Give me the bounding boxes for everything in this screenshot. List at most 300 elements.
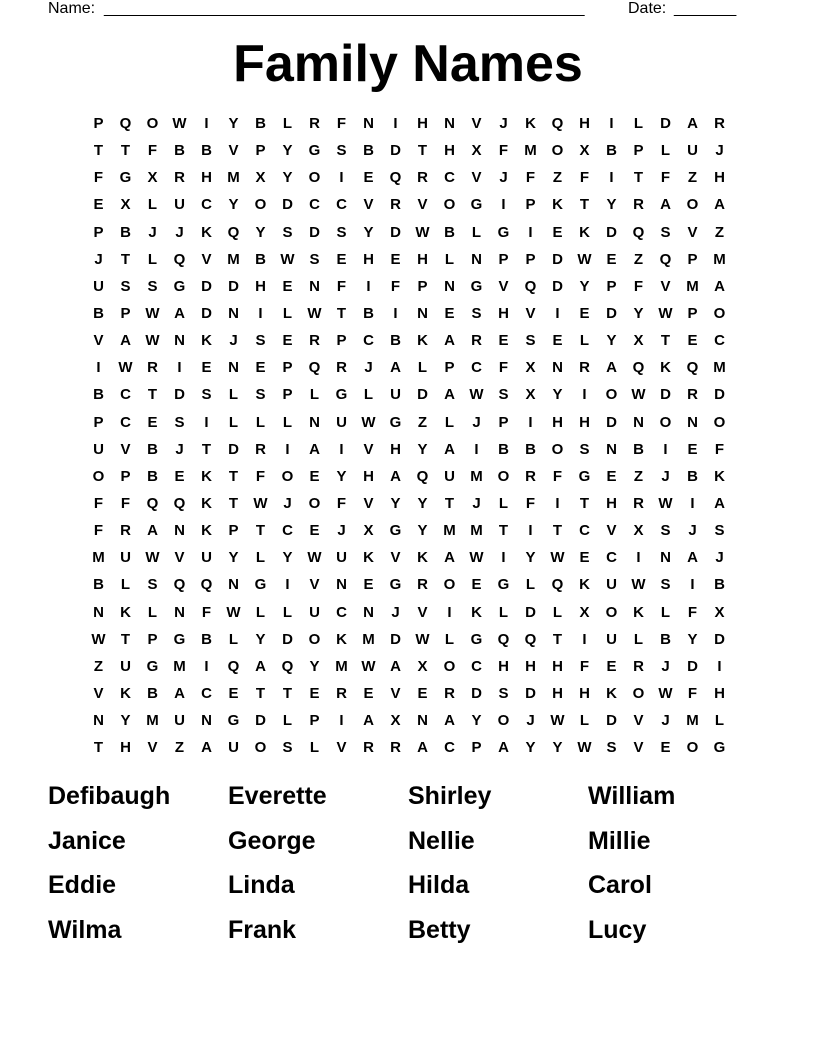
grid-letter: R (471, 332, 482, 350)
grid-letter: H (417, 250, 428, 268)
grid-letter: P (525, 250, 536, 268)
grid-letter: K (525, 115, 536, 133)
grid-letter: I (528, 413, 533, 431)
grid-letter: U (390, 386, 401, 404)
grid-letter: Y (417, 522, 428, 540)
grid-letter: I (393, 115, 398, 133)
grid-letter: X (390, 712, 401, 730)
grid-letter: N (606, 440, 617, 458)
grid-letter: L (525, 576, 536, 594)
grid-letter: M (524, 142, 537, 160)
grid-letter: P (93, 115, 104, 133)
grid-letter: B (714, 576, 725, 594)
grid-letter: K (201, 495, 212, 513)
grid-letter: N (363, 115, 374, 133)
grid-letter: I (717, 657, 722, 675)
grid-letter: H (552, 413, 563, 431)
grid-letter: J (175, 223, 184, 241)
grid-letter: W (658, 305, 673, 323)
grid-letter: A (417, 739, 428, 757)
grid-letter: L (633, 115, 644, 133)
grid-letter: E (282, 277, 293, 295)
grid-letter: F (687, 603, 698, 621)
grid-letter: Y (552, 386, 563, 404)
grid-letter: O (254, 196, 267, 214)
grid-letter: K (714, 467, 725, 485)
grid-letter: K (606, 685, 617, 703)
grid-letter: W (280, 250, 295, 268)
grid-letter: F (93, 522, 104, 540)
grid-letter: L (363, 386, 374, 404)
grid-letter: C (606, 549, 617, 567)
grid-letter: E (363, 576, 374, 594)
grid-letter: A (444, 712, 455, 730)
grid-letter: A (687, 115, 698, 133)
grid-letter: O (443, 576, 456, 594)
grid-letter: B (498, 440, 509, 458)
grid-letter: Q (632, 359, 645, 377)
grid-letter: E (471, 576, 482, 594)
grid-letter: S (174, 413, 185, 431)
grid-letter: B (201, 630, 212, 648)
grid-letter: N (228, 305, 239, 323)
grid-letter: W (226, 603, 241, 621)
grid-letter: U (174, 196, 185, 214)
grid-letter: L (147, 196, 158, 214)
grid-letter: B (660, 630, 671, 648)
grid-letter: J (391, 603, 400, 621)
grid-letter: H (120, 739, 131, 757)
grid-letter: U (174, 712, 185, 730)
grid-letter: A (498, 739, 509, 757)
grid-letter: W (415, 630, 430, 648)
grid-letter: M (443, 522, 456, 540)
grid-letter: Y (282, 142, 293, 160)
grid-letter: Q (173, 576, 186, 594)
grid-letter: S (660, 223, 671, 241)
grid-letter: I (663, 440, 668, 458)
grid-letter: E (606, 657, 617, 675)
grid-letter: Y (336, 467, 347, 485)
grid-letter: V (525, 305, 536, 323)
grid-letter: W (415, 223, 430, 241)
grid-letter: D (471, 685, 482, 703)
grid-letter: T (228, 495, 239, 513)
grid-letter: W (658, 685, 673, 703)
name-blank-line[interactable]: ______________________________________________________ (104, 0, 585, 17)
grid-letter: P (309, 712, 320, 730)
grid-letter: W (145, 332, 160, 350)
grid-letter: W (658, 495, 673, 513)
grid-letter: G (497, 223, 510, 241)
grid-letter: L (579, 332, 590, 350)
grid-letter: R (309, 332, 320, 350)
grid-letter: C (336, 196, 347, 214)
grid-letter: B (147, 685, 158, 703)
grid-letter: N (363, 603, 374, 621)
grid-letter: J (94, 250, 103, 268)
page-title: Family Names (233, 35, 583, 93)
grid-letter: W (91, 630, 106, 648)
grid-letter: D (390, 630, 401, 648)
grid-letter: E (687, 440, 698, 458)
grid-letter: E (417, 685, 428, 703)
grid-letter: R (390, 739, 401, 757)
header (48, 0, 748, 18)
grid-letter: E (174, 467, 185, 485)
grid-letter: A (390, 467, 401, 485)
grid-letter: I (447, 603, 452, 621)
grid-letter: Y (579, 277, 590, 295)
grid-letter: I (258, 305, 263, 323)
grid-letter: G (173, 630, 186, 648)
grid-letter: I (204, 657, 209, 675)
grid-letter: P (93, 223, 104, 241)
grid-letter: T (552, 522, 563, 540)
grid-letter: G (578, 467, 591, 485)
grid-letter: C (282, 522, 293, 540)
grid-letter: E (660, 739, 671, 757)
grid-letter: V (471, 115, 482, 133)
grid-letter: G (146, 657, 159, 675)
grid-letter: Z (687, 169, 698, 187)
grid-letter: G (308, 142, 321, 160)
grid-letter: H (552, 685, 563, 703)
grid-letter: A (201, 739, 212, 757)
grid-letter: D (174, 386, 185, 404)
grid-letter: R (633, 657, 644, 675)
grid-letter: L (444, 413, 455, 431)
grid-letter: Q (416, 467, 429, 485)
grid-letter: K (579, 576, 590, 594)
grid-letter: Q (200, 576, 213, 594)
grid-letter: T (201, 440, 212, 458)
grid-letter: D (525, 685, 536, 703)
grid-letter: G (227, 712, 240, 730)
grid-letter: A (687, 549, 698, 567)
grid-letter: T (633, 169, 644, 187)
grid-letter: I (204, 115, 209, 133)
grid-letter: L (228, 630, 239, 648)
grid-letter: L (552, 603, 563, 621)
grid-letter: H (552, 657, 563, 675)
grid-letter: N (93, 712, 104, 730)
grid-letter: H (714, 685, 725, 703)
grid-letter: M (713, 359, 726, 377)
word-list-item: Lucy (588, 915, 647, 944)
grid-letter: L (147, 603, 158, 621)
grid-letter: L (444, 250, 455, 268)
grid-letter: A (444, 386, 455, 404)
grid-letter: N (174, 332, 185, 350)
grid-letter: H (579, 115, 590, 133)
grid-letter: D (660, 386, 671, 404)
grid-letter: E (93, 196, 104, 214)
grid-letter: R (687, 386, 698, 404)
grid-letter: O (443, 196, 456, 214)
grid-letter: F (390, 277, 401, 295)
grid-letter: B (687, 467, 698, 485)
grid-letter: O (497, 467, 510, 485)
grid-letter: E (579, 305, 590, 323)
grid-letter: Q (227, 223, 240, 241)
grid-letter: L (660, 142, 671, 160)
grid-letter: Q (524, 630, 537, 648)
grid-letter: Q (173, 250, 186, 268)
grid-letter: H (444, 142, 455, 160)
grid-letter: G (254, 576, 267, 594)
grid-letter: V (336, 739, 347, 757)
grid-letter: O (497, 712, 510, 730)
grid-letter: L (498, 495, 509, 513)
grid-letter: A (714, 277, 725, 295)
grid-letter: N (687, 413, 698, 431)
grid-letter: B (174, 142, 185, 160)
grid-letter: C (201, 685, 212, 703)
grid-letter: F (525, 495, 536, 513)
grid-letter: R (390, 196, 401, 214)
grid-letter: R (633, 495, 644, 513)
grid-letter: F (255, 467, 266, 485)
grid-letter: U (93, 277, 104, 295)
grid-letter: Y (525, 549, 536, 567)
word-list-item: Hilda (408, 871, 470, 899)
grid-letter: F (336, 277, 347, 295)
grid-letter: D (201, 305, 212, 323)
grid-letter: V (390, 549, 401, 567)
grid-letter: A (444, 440, 455, 458)
grid-letter: Y (309, 657, 320, 675)
grid-letter: X (525, 359, 536, 377)
grid-letter: B (93, 305, 104, 323)
grid-letter: P (633, 142, 644, 160)
grid-letter: O (308, 169, 321, 187)
grid-letter: E (309, 467, 320, 485)
grid-letter: V (120, 440, 131, 458)
name-label: Name: (48, 0, 96, 17)
grid-letter: K (201, 522, 212, 540)
grid-letter: W (550, 549, 565, 567)
date-blank-line[interactable]: _______ (674, 0, 737, 17)
grid-letter: Y (255, 630, 266, 648)
grid-letter: L (579, 712, 590, 730)
grid-letter: C (363, 332, 374, 350)
grid-letter: W (145, 305, 160, 323)
grid-letter: O (551, 142, 564, 160)
grid-letter: Q (524, 277, 537, 295)
grid-letter: M (686, 277, 699, 295)
grid-letter: K (417, 549, 428, 567)
grid-letter: A (606, 359, 617, 377)
grid-letter: V (687, 223, 698, 241)
grid-letter: P (282, 359, 293, 377)
grid-letter: B (255, 250, 266, 268)
grid-letter: B (120, 223, 131, 241)
grid-letter: B (255, 115, 266, 133)
grid-letter: I (285, 440, 290, 458)
grid-letter: J (661, 712, 670, 730)
grid-letter: L (660, 603, 671, 621)
grid-letter: F (120, 495, 131, 513)
word-list-item: Carol (588, 871, 652, 899)
grid-letter: L (120, 576, 131, 594)
grid-letter: Q (686, 359, 699, 377)
grid-letter: C (579, 522, 590, 540)
grid-letter: G (470, 630, 483, 648)
grid-letter: Q (173, 495, 186, 513)
grid-letter: G (389, 413, 402, 431)
grid-letter: P (687, 250, 698, 268)
grid-letter: W (631, 576, 646, 594)
grid-letter: U (201, 549, 212, 567)
grid-letter: B (93, 386, 104, 404)
grid-letter: S (579, 440, 590, 458)
grid-letter: Z (174, 739, 185, 757)
grid-letter: O (713, 305, 726, 323)
grid-letter: C (471, 359, 482, 377)
grid-letter: T (579, 196, 590, 214)
grid-letter: N (228, 359, 239, 377)
grid-letter: N (309, 277, 320, 295)
grid-letter: N (174, 603, 185, 621)
grid-letter: N (444, 115, 455, 133)
grid-letter: Y (363, 223, 374, 241)
grid-letter: T (147, 386, 158, 404)
grid-letter: I (528, 522, 533, 540)
grid-letter: K (417, 332, 428, 350)
grid-letter: A (444, 332, 455, 350)
grid-letter: R (336, 359, 347, 377)
grid-letter: D (606, 712, 617, 730)
grid-letter: V (660, 277, 671, 295)
grid-letter: P (120, 467, 131, 485)
grid-letter: L (498, 603, 509, 621)
grid-letter: T (444, 495, 455, 513)
grid-letter: L (417, 359, 428, 377)
grid-letter: H (417, 115, 428, 133)
grid-letter: V (417, 196, 428, 214)
word-list-item: William (588, 782, 676, 810)
word-list-item: Eddie (48, 871, 117, 899)
grid-letter: O (686, 196, 699, 214)
grid-letter: S (147, 576, 158, 594)
grid-letter: Y (228, 115, 239, 133)
grid-letter: K (336, 630, 347, 648)
grid-letter: I (690, 495, 695, 513)
grid-letter: R (309, 115, 320, 133)
grid-letter: H (363, 467, 374, 485)
grid-letter: N (93, 603, 104, 621)
grid-letter: I (339, 712, 344, 730)
grid-letter: C (336, 603, 347, 621)
grid-letter: A (174, 685, 185, 703)
grid-letter: A (444, 549, 455, 567)
grid-letter: W (469, 549, 484, 567)
grid-letter: P (93, 413, 104, 431)
grid-letter: N (417, 712, 428, 730)
grid-letter: B (363, 142, 374, 160)
grid-letter: F (714, 440, 725, 458)
grid-letter: G (470, 277, 483, 295)
grid-letter: S (336, 142, 347, 160)
grid-letter: E (444, 305, 455, 323)
grid-letter: B (93, 576, 104, 594)
grid-letter: P (687, 305, 698, 323)
grid-letter: E (498, 332, 509, 350)
grid-letter: D (606, 413, 617, 431)
grid-letter: D (255, 712, 266, 730)
grid-letter: U (336, 549, 347, 567)
grid-letter: J (229, 332, 238, 350)
grid-letter: T (417, 142, 428, 160)
grid-letter: I (501, 549, 506, 567)
grid-letter: M (92, 549, 105, 567)
grid-letter: G (389, 522, 402, 540)
grid-letter: D (228, 440, 239, 458)
word-list-item: Frank (228, 915, 297, 944)
grid-letter: Y (606, 196, 617, 214)
grid-letter: R (417, 169, 428, 187)
grid-letter: E (282, 332, 293, 350)
grid-letter: B (147, 440, 158, 458)
grid-letter: N (633, 413, 644, 431)
grid-letter: X (633, 522, 644, 540)
grid-letter: S (471, 305, 482, 323)
grid-letter: H (606, 495, 617, 513)
grid-letter: F (579, 169, 590, 187)
grid-letter: O (605, 603, 618, 621)
grid-letter: W (631, 386, 646, 404)
grid-letter: I (204, 413, 209, 431)
word-list-item: Defibaugh (48, 782, 171, 810)
grid-letter: M (470, 522, 483, 540)
grid-letter: Y (228, 549, 239, 567)
grid-letter: X (147, 169, 158, 187)
grid-letter: D (552, 250, 563, 268)
grid-letter: N (552, 359, 563, 377)
grid-letter: N (201, 712, 212, 730)
grid-letter: Y (255, 223, 266, 241)
grid-letter: P (444, 359, 455, 377)
grid-letter: V (201, 250, 212, 268)
grid-letter: E (228, 685, 239, 703)
grid-letter: N (228, 576, 239, 594)
grid-letter: A (147, 522, 158, 540)
grid-letter: A (660, 196, 671, 214)
grid-letter: O (443, 657, 456, 675)
grid-letter: B (363, 305, 374, 323)
grid-letter: F (147, 142, 158, 160)
grid-letter: Y (633, 305, 644, 323)
word-list-item: George (228, 826, 316, 855)
grid-letter: D (282, 196, 293, 214)
grid-letter: I (177, 359, 182, 377)
grid-letter: N (444, 277, 455, 295)
grid-letter: I (582, 386, 587, 404)
grid-letter: M (146, 712, 159, 730)
grid-letter: A (714, 196, 725, 214)
grid-letter: V (309, 576, 320, 594)
grid-letter: G (470, 196, 483, 214)
grid-letter: B (390, 332, 401, 350)
grid-letter: Q (497, 630, 510, 648)
grid-letter: W (361, 413, 376, 431)
grid-letter: T (228, 467, 239, 485)
grid-letter: G (713, 739, 726, 757)
grid-letter: F (552, 467, 563, 485)
grid-letter: U (93, 440, 104, 458)
grid-letter: U (120, 549, 131, 567)
